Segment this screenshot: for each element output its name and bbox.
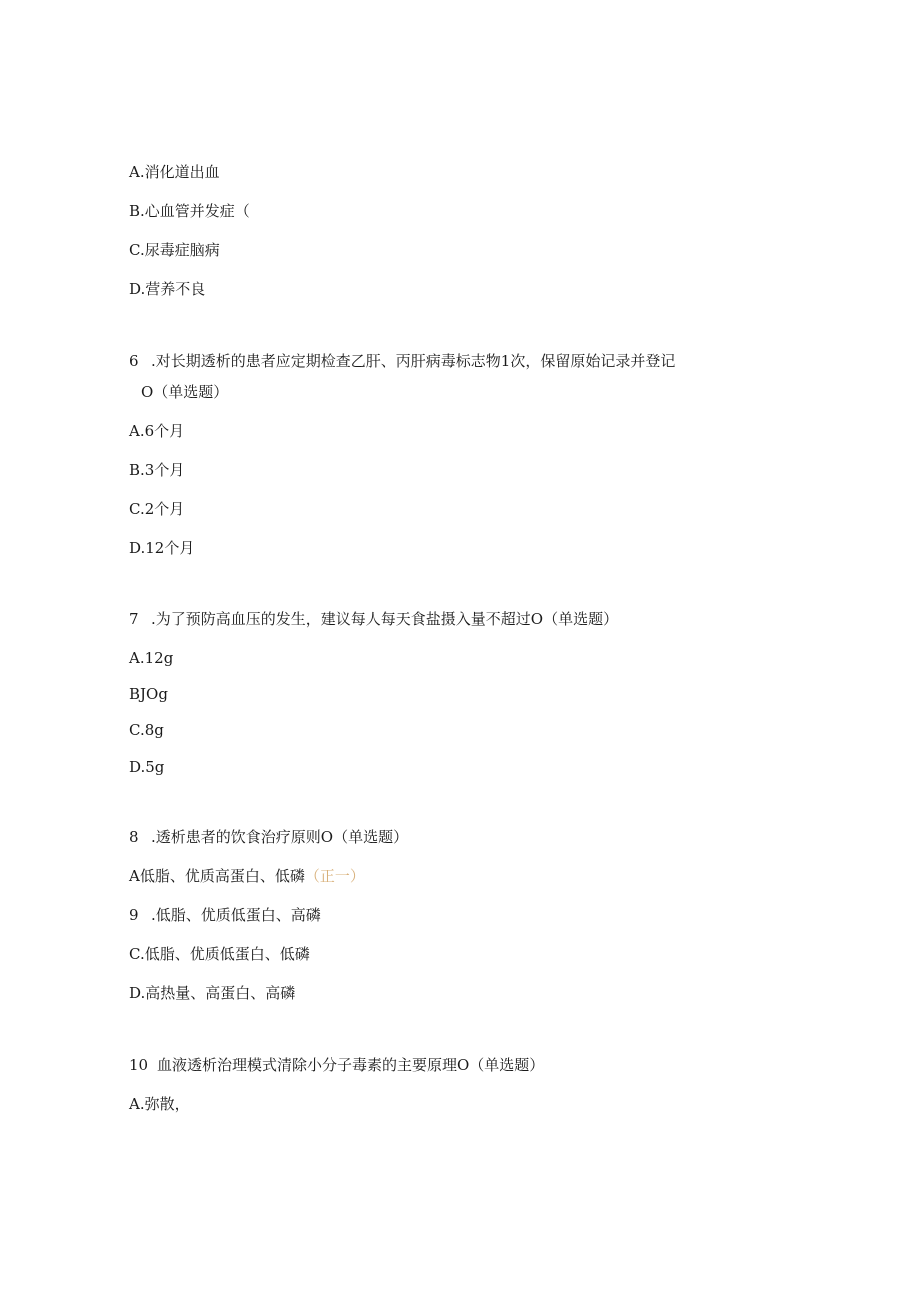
answer-mark: （正一） — [304, 867, 365, 885]
q8-stem-text: .透析患者的饮食治疗原则O（单选题） — [151, 828, 409, 846]
q7-option-b: BJOg — [129, 685, 168, 703]
q10-stem — [129, 1055, 544, 1075]
q7-option-c: C.8g — [129, 721, 164, 739]
q6-option-a: A.6个月 — [129, 422, 185, 440]
q8-option-b-number: 9 — [129, 906, 139, 924]
q5-option-b: B.心血管并发症（ — [129, 202, 250, 220]
q8-option-b-text: .低脂、优质低蛋白、高磷 — [151, 906, 321, 924]
q5-option-d: D.营养不良 — [129, 280, 206, 298]
q7-option-a: A.12g — [129, 649, 174, 667]
q8-option-d: D.高热量、高蛋白、高磷 — [129, 984, 296, 1002]
q6-number: 6 — [129, 352, 139, 370]
q6-option-d: D.12个月 — [129, 539, 195, 557]
q7-stem — [129, 609, 618, 629]
q10-number: 10 — [129, 1056, 149, 1074]
q7-stem-text: .为了预防高血压的发生，建议每人每天食盐摄入量不超过O（单选题） — [151, 610, 619, 628]
q5-option-c: C.尿毒症脑病 — [129, 241, 220, 259]
q6-option-b: B.3个月 — [129, 461, 185, 479]
q10-stem-text: 血液透析治理模式清除小分子毒素的主要原理O（单选题） — [157, 1056, 545, 1074]
q5-option-a: A.消化道出血 — [129, 163, 220, 181]
q8-option-c: C.低脂、优质低蛋白、低磷 — [129, 945, 310, 963]
q6-option-c: C.2个月 — [129, 500, 185, 518]
q8-option-b — [129, 905, 321, 925]
q6-stem-text: .对长期透析的患者应定期检查乙肝、丙肝病毒标志物1次，保留原始记录并登记 — [151, 352, 676, 370]
q8-option-a-text: A低脂、优质高蛋白、低磷 — [129, 867, 305, 885]
q8-option-a — [129, 866, 365, 886]
q6-stem — [129, 351, 675, 371]
q10-option-a: A.弥散， — [129, 1095, 190, 1113]
q6-stem-continued: O（单选题） — [141, 383, 229, 401]
q7-option-d: D.5g — [129, 758, 165, 776]
q8-stem — [129, 827, 408, 847]
q8-number: 8 — [129, 828, 139, 846]
q7-number: 7 — [129, 610, 139, 628]
